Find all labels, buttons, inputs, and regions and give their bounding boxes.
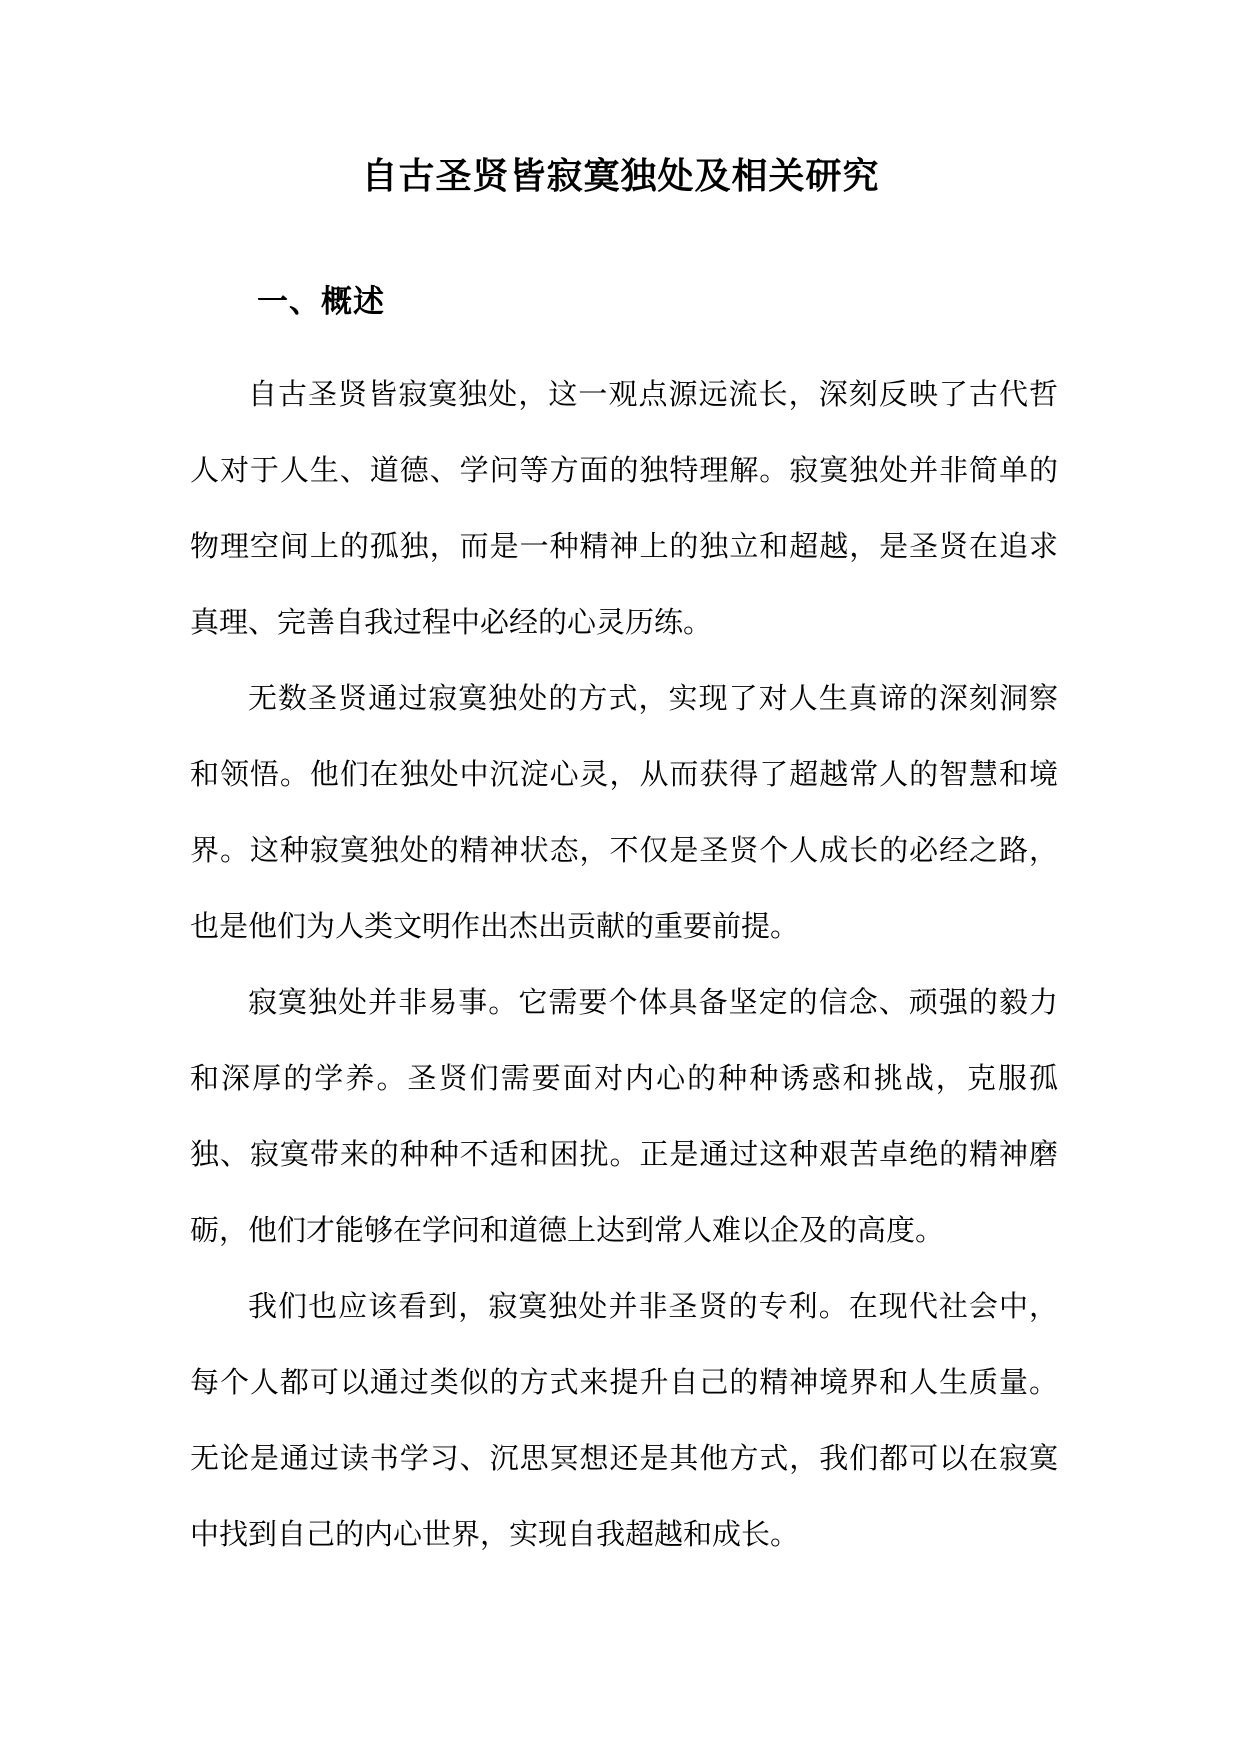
paragraph-4: 我们也应该看到，寂寞独处并非圣贤的专利。在现代社会中，每个人都可以通过类似的方式来提升自己的精神境界和人生质量。无论是通过读书学习、沉思冥想还是其他方式，我们都可以在寂寞中找到自己的内心世界，实现自我超越和成长。 (190, 1289, 1058, 1551)
paragraph-2: 无数圣贤通过寂寞独处的方式，实现了对人生真谛的深刻洞察和领悟。他们在独处中沉淀心灵，从而获得了超越常人的智慧和境界。这种寂寞独处的精神状态，不仅是圣贤个人成长的必经之路，也是他们为人类文明作出杰出贡献的重要前提。 (190, 681, 1058, 943)
paragraph-3: 寂寞独处并非易事。它需要个体具备坚定的信念、顽强的毅力和深厚的学养。圣贤们需要面对内心的种种诱惑和挑战，克服孤独、寂寞带来的种种不适和困扰。正是通过这种艰苦卓绝的精神磨砺，他们才能够在学问和道德上达到常人难以企及的高度。 (190, 985, 1058, 1247)
document-title: 自古圣贤皆寂寞独处及相关研究 (361, 155, 880, 197)
section-heading-overview: 一、概述 (257, 284, 385, 320)
paragraph-1: 自古圣贤皆寂寞独处，这一观点源远流长，深刻反映了古代哲人对于人生、道德、学问等方面的独特理解。寂寞独处并非简单的物理空间上的孤独，而是一种精神上的独立和超越，是圣贤在追求真理、完善自我过程中必经的心灵历练。 (190, 377, 1058, 639)
section-body (190, 356, 1058, 1572)
